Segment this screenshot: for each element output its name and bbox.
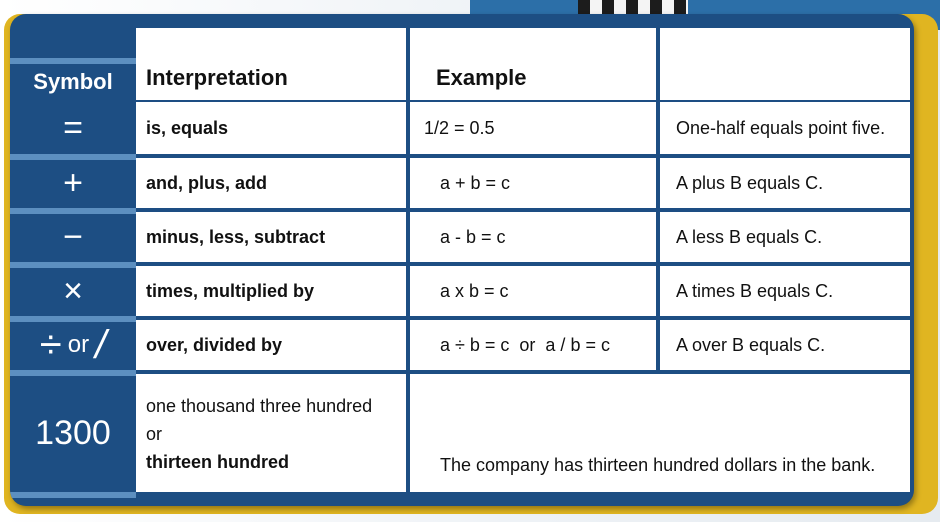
divide-sign-icon [10, 320, 136, 370]
row-divide-reading: A over B equals C. [660, 320, 910, 370]
row-minus-reading: A less B equals C. [660, 212, 910, 262]
row-plus-reading: A plus B equals C. [660, 158, 910, 208]
divide-or-label: or [67, 331, 90, 358]
row-times-interpretation: times, multiplied by [136, 266, 406, 316]
row-times-reading: A times B equals C. [660, 266, 910, 316]
slash-symbol: / [95, 323, 107, 367]
plus-sign-icon: + [63, 163, 83, 202]
minus-sign-icon: − [63, 217, 83, 256]
header-reading [660, 28, 910, 100]
equals-sign-icon: = [63, 108, 83, 147]
row-1300-interpretation [136, 374, 406, 492]
row-equals-reading: One-half equals point five. [660, 102, 910, 154]
row-divide-example: a ÷ b = c or a / b = c [410, 320, 656, 370]
row-divide-interpretation: over, divided by [136, 320, 406, 370]
header-interpretation: Interpretation [136, 28, 406, 100]
row-minus-example: a - b = c [410, 212, 656, 262]
checkered-flag-decoration [578, 0, 688, 14]
times-sign-icon: × [63, 271, 83, 310]
row-equals-example: 1/2 = 0.5 [410, 102, 656, 154]
row-1300-example: The company has thirteen hundred dollars in the bank. [410, 374, 910, 492]
row-equals-interpretation: is, equals [136, 102, 406, 154]
row-plus-example: a + b = c [410, 158, 656, 208]
interpretation-line-1: one thousand three hundred [146, 396, 373, 416]
interpretation-line-2: or [146, 424, 163, 444]
header-example: Example [410, 28, 656, 100]
number-1300-icon: 1300 [35, 413, 111, 452]
header-symbol: Symbol [33, 69, 113, 94]
row-plus-interpretation: and, plus, add [136, 158, 406, 208]
symbol-table [10, 14, 914, 506]
row-times-example: a x b = c [410, 266, 656, 316]
row-minus-interpretation: minus, less, subtract [136, 212, 406, 262]
symbol-column-stripe [10, 492, 136, 498]
interpretation-line-3: thirteen hundred [146, 452, 289, 472]
divide-symbol: ÷ [39, 323, 62, 367]
